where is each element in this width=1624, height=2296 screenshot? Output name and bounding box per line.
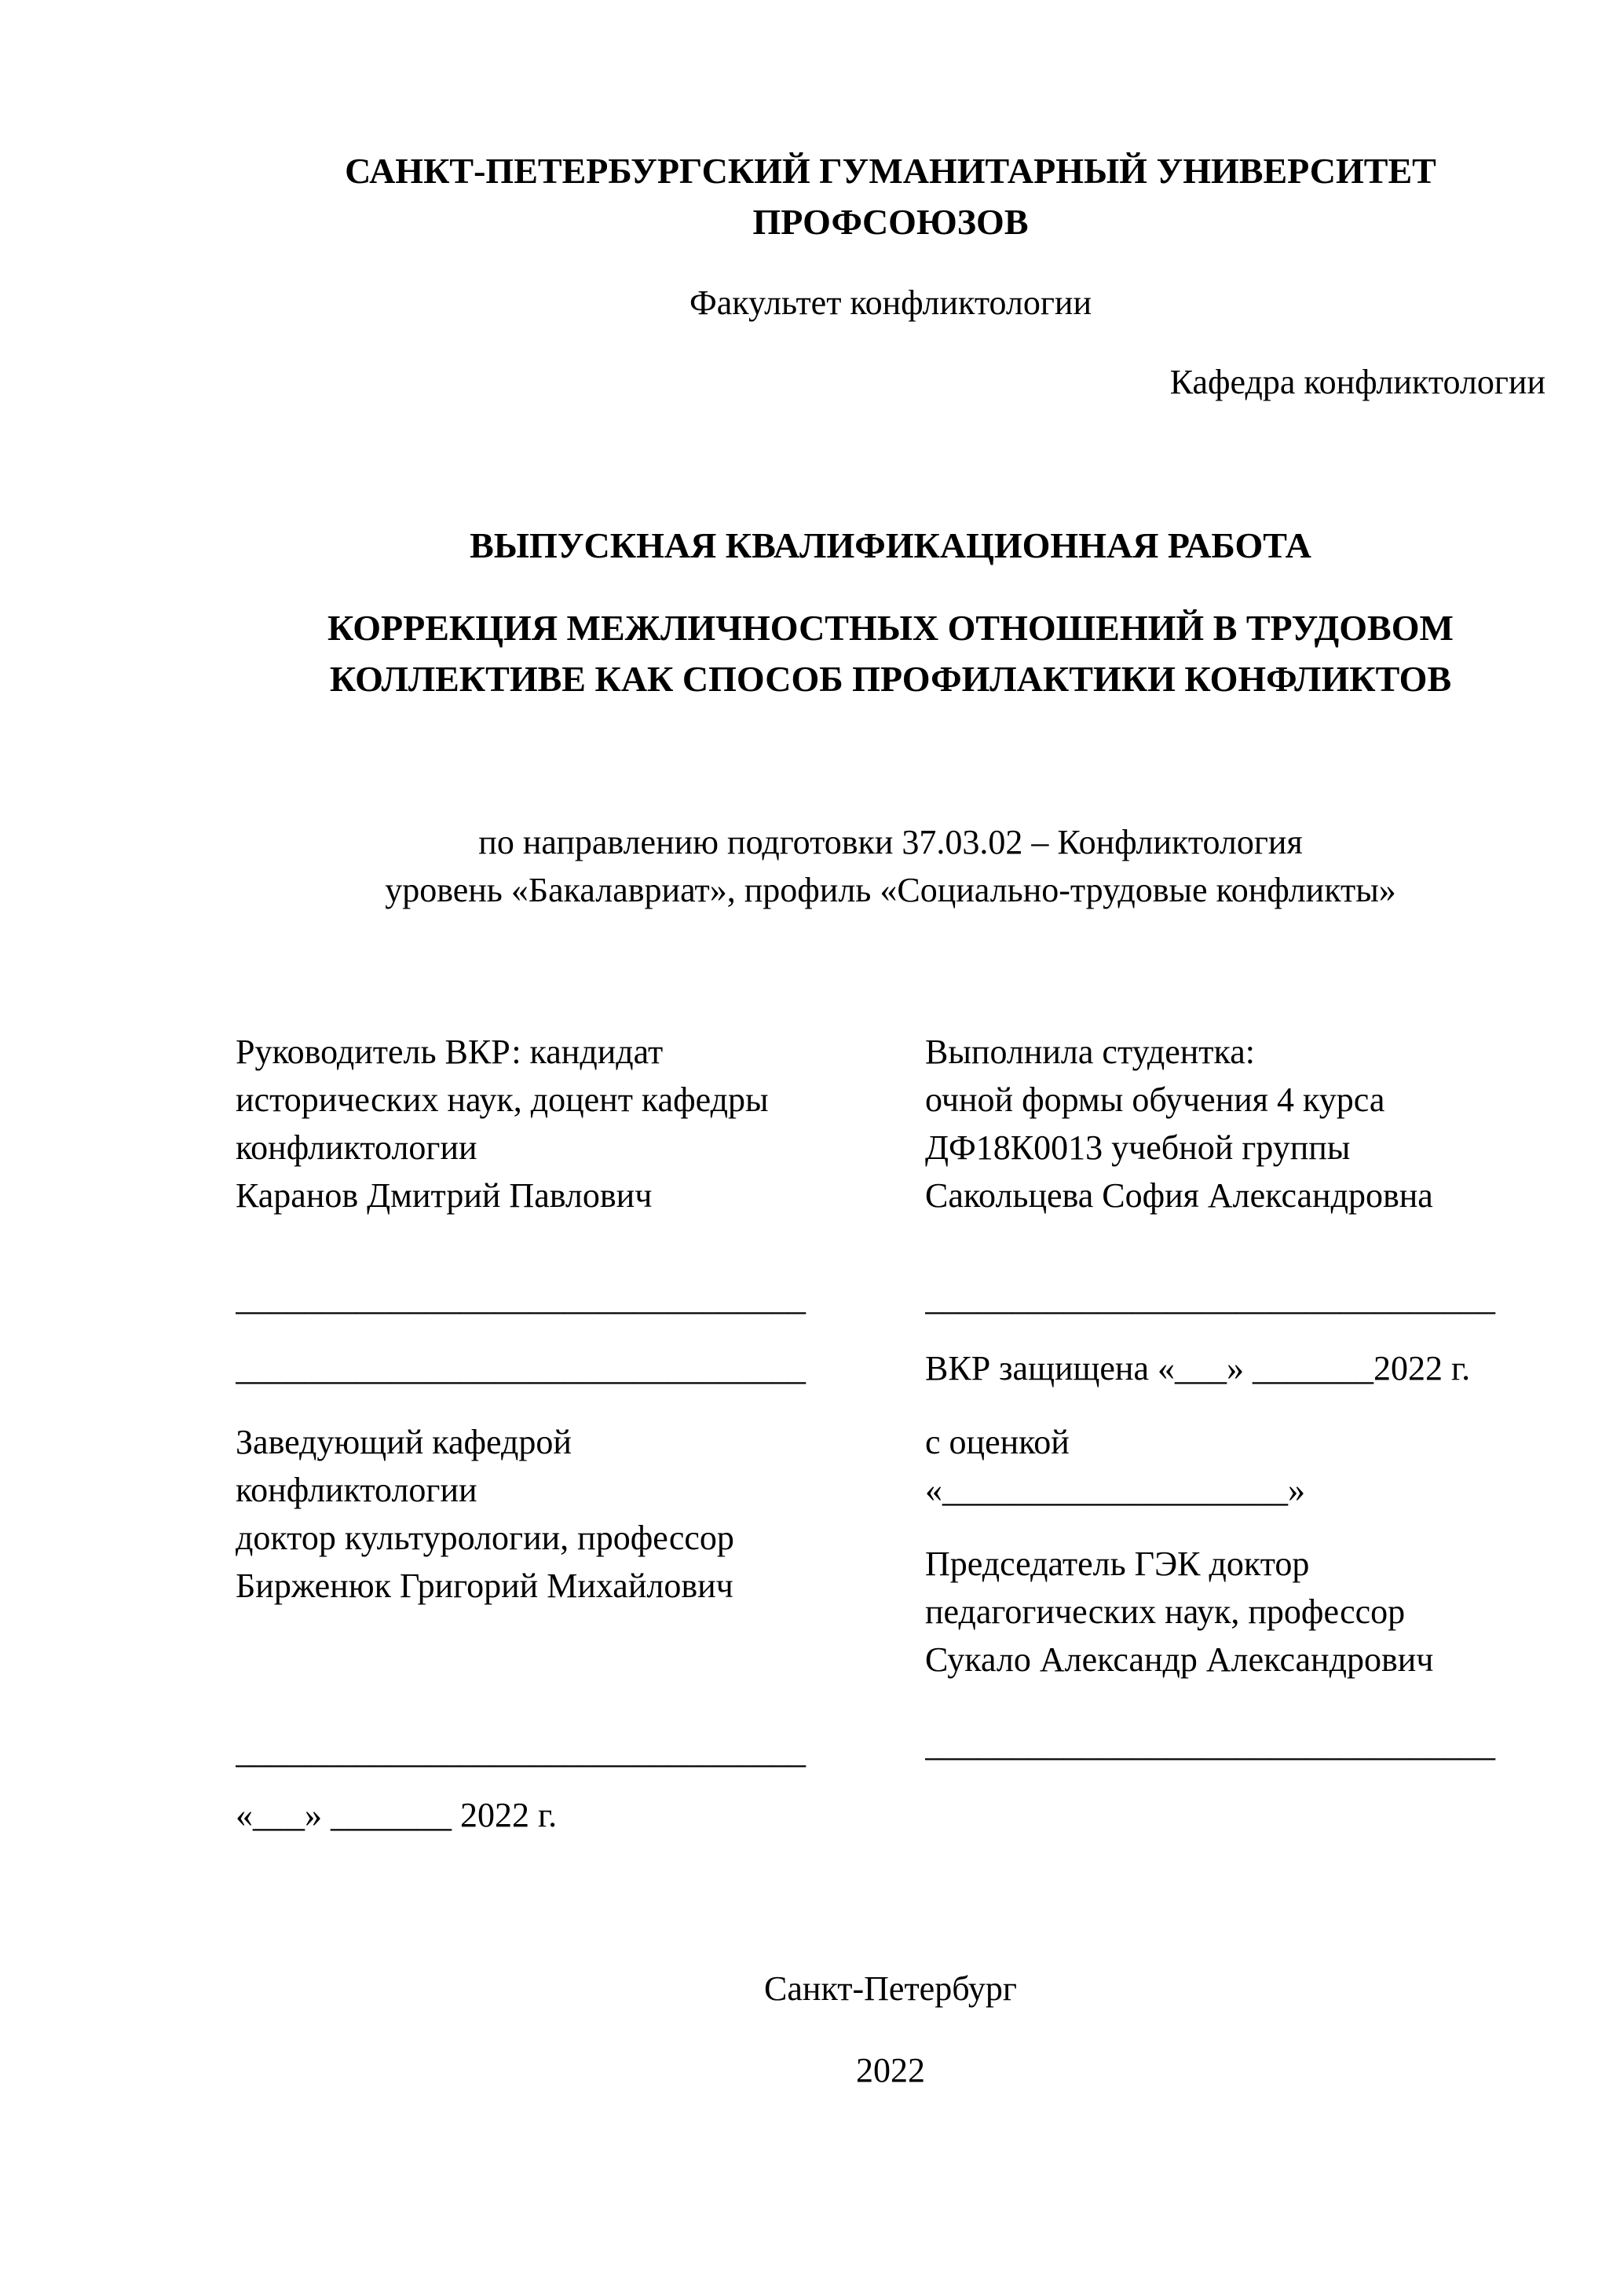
- student-column: [925, 1028, 1545, 1839]
- faculty-name: Факультет конфликтологии: [689, 283, 1092, 322]
- dept-head-line: доктор культурологии, профессор: [236, 1519, 734, 1557]
- year: 2022: [856, 2051, 925, 2089]
- supervisor-name: Каранов Дмитрий Павлович: [236, 1176, 653, 1215]
- program-direction: по направлению подготовки 37.03.02 – Конфликтология: [478, 823, 1303, 861]
- student-signature-line: _________________________________: [925, 1279, 1495, 1318]
- city-name: Санкт-Петербург: [764, 1969, 1017, 2008]
- university-name-line1: САНКТ-ПЕТЕРБУРГСКИЙ ГУМАНИТАРНЫЙ УНИВЕРСИТЕТ: [345, 151, 1436, 191]
- program-level-profile: уровень «Бакалавриат», профиль «Социально-трудовые конфликты»: [385, 871, 1396, 909]
- defended-date-line: ВКР защищена «___» _______2022 г.: [925, 1349, 1471, 1387]
- student-name: Сакольцева София Александровна: [925, 1176, 1433, 1215]
- date-blank-line: «___» _______ 2022 г.: [236, 1796, 558, 1834]
- supervisor-signature-line: _________________________________: [236, 1279, 806, 1318]
- chairman-line: педагогических наук, профессор: [925, 1592, 1406, 1631]
- chairman-name: Сукало Александр Александрович: [925, 1640, 1434, 1679]
- university-name-line2: ПРОФСОЮЗОВ: [752, 202, 1029, 242]
- student-line: очной формы обучения 4 курса: [925, 1080, 1385, 1119]
- thesis-title-line1: КОРРЕКЦИЯ МЕЖЛИЧНОСТНЫХ ОТНОШЕНИЙ В ТРУДОВОМ: [327, 608, 1454, 648]
- dept-head-line: Заведующий кафедрой: [236, 1423, 572, 1461]
- supervisor-line: исторических наук, доцент кафедры: [236, 1080, 769, 1119]
- dept-head-name: Бирженюк Григорий Михайлович: [236, 1567, 733, 1605]
- grade-blank-line: «____________________»: [925, 1471, 1305, 1509]
- thesis-title-line2: КОЛЛЕКТИВЕ КАК СПОСОБ ПРОФИЛАКТИКИ КОНФЛИКТОВ: [329, 659, 1452, 699]
- signature-columns: [236, 1028, 1545, 1839]
- grade-label: с оценкой: [925, 1423, 1070, 1461]
- chairman-line: Председатель ГЭК доктор: [925, 1545, 1310, 1583]
- supervisor-line: конфликтологии: [236, 1128, 477, 1167]
- department-name: Кафедра конфликтологии: [1169, 363, 1545, 401]
- dept-head-signature-line: _________________________________: [236, 1732, 806, 1771]
- dept-head-line: конфликтологии: [236, 1471, 477, 1509]
- student-line: Выполнила студентка:: [925, 1033, 1255, 1071]
- supervisor-line: Руководитель ВКР: кандидат: [236, 1033, 664, 1071]
- work-type-heading: ВЫПУСКНАЯ КВАЛИФИКАЦИОННАЯ РАБОТА: [470, 525, 1311, 565]
- supervisor-signature-line: _________________________________: [236, 1349, 806, 1387]
- supervisor-column: [236, 1028, 840, 1839]
- student-line: ДФ18К0013 учебной группы: [925, 1128, 1351, 1167]
- chairman-signature-line: _________________________________: [925, 1725, 1495, 1764]
